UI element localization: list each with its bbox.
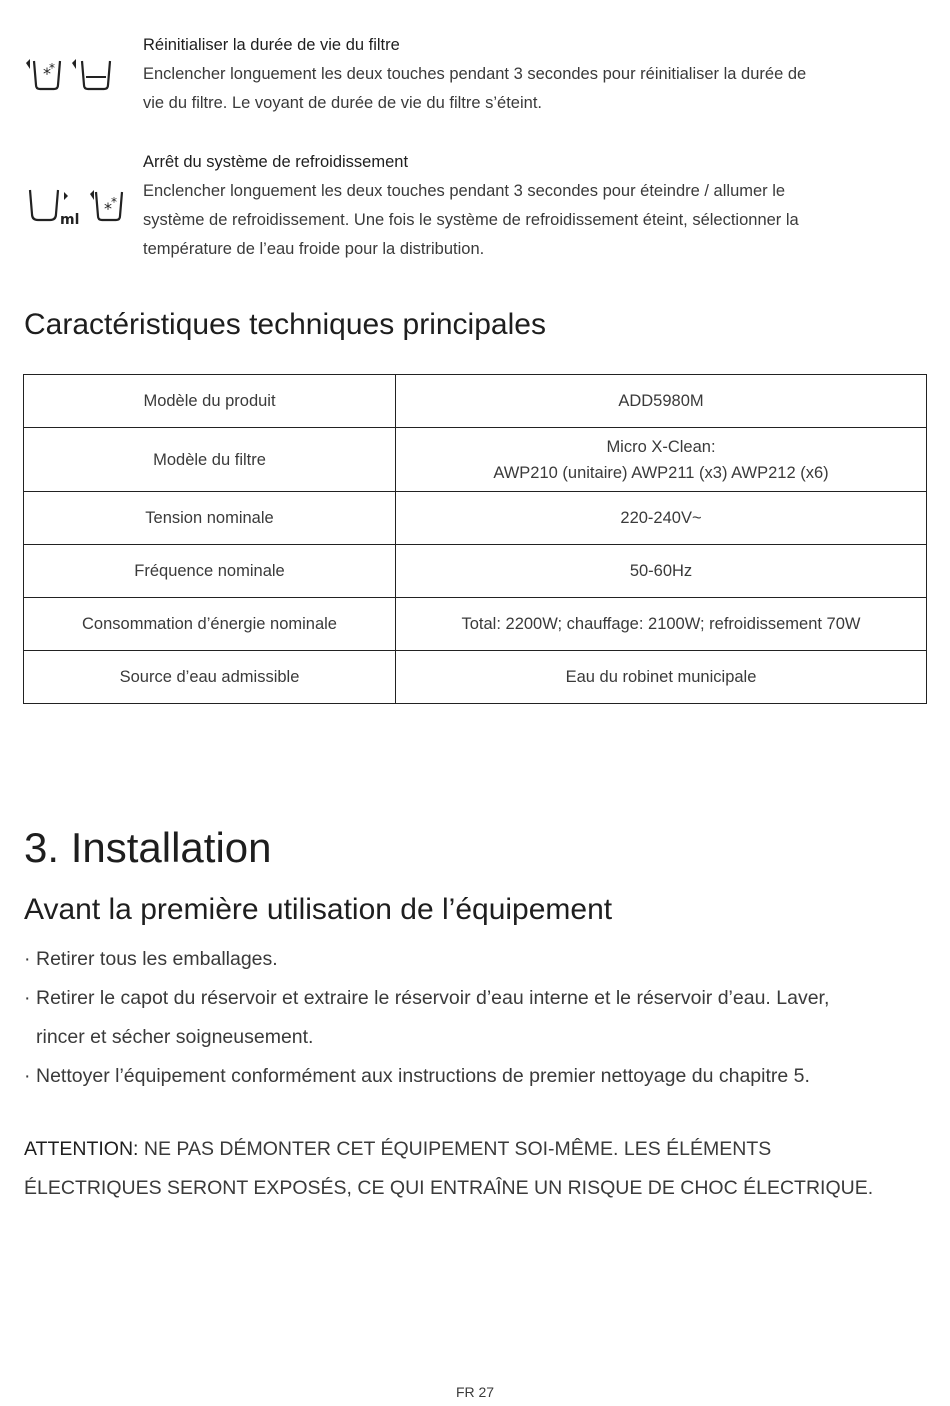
list-item [24,940,934,979]
text-line: système de refroidissement. Une fois le système de refroidissement éteint, sélectionner la [143,211,799,229]
list-item-text [36,979,829,1057]
table-row [24,545,927,598]
table-row [24,651,927,704]
specs-table [23,374,927,704]
list-item [24,1057,934,1096]
text-line: Enclencher longuement les deux touches pendant 3 secondes pour éteindre / allumer le [143,182,786,200]
spec-value: 220-240V~ [396,492,927,545]
warning-text: NE PAS DÉMONTER CET ÉQUIPEMENT SOI-MÊME. LES ÉLÉMENTS [138,1138,772,1160]
bullet-mark: · [24,948,31,970]
spec-value-line: AWP210 (unitaire) AWP211 (x3) AWP212 (x6) [493,463,829,482]
cooling-off-title: Arrêt du système de refroidissement [143,153,409,171]
bullet-mark: · [24,1065,31,1087]
spec-value [396,428,927,492]
installation-subheading: Avant la première utilisation de l’équipement [24,893,613,926]
warning-paragraph [24,1130,934,1208]
table-row [24,428,927,492]
svg-text:*: * [104,199,112,218]
cooling-off-icons [24,186,124,233]
specs-heading: Caractéristiques techniques principales [24,308,546,341]
cup-ml-and-cold-cup-icon [24,186,124,228]
installation-heading: 3. Installation [24,824,272,871]
spec-key: Fréquence nominale [24,545,396,598]
table-row [24,598,927,651]
spec-value: Eau du robinet municipale [396,651,927,704]
text-line: Enclencher longuement les deux touches pendant 3 secondes pour réinitialiser la durée de [143,65,807,83]
spec-value: Total: 2200W; chauffage: 2100W; refroidissement 70W [396,598,927,651]
spec-key: Modèle du filtre [24,428,396,492]
list-item-text: Retirer tous les emballages. [36,948,278,970]
spec-value: ADD5980M [396,375,927,428]
installation-bullet-list [24,940,934,1096]
text-line: Retirer le capot du réservoir et extraire le réservoir d’eau interne et le réservoir d’eau. Laver, [36,987,830,1009]
table-row [24,492,927,545]
table-row [24,375,927,428]
spec-value-line: Micro X-Clean: [606,437,716,456]
text-line: température de l’eau froide pour la distribution. [143,240,485,258]
cooling-off-description [143,177,943,264]
text-line: rincer et sécher soigneusement. [36,1026,314,1048]
spec-value: 50-60Hz [396,545,927,598]
cold-and-plain-cup-icon [24,55,116,95]
spec-key: Consommation d’énergie nominale [24,598,396,651]
text-line: vie du filtre. Le voyant de durée de vie du filtre s’éteint. [143,94,542,112]
page-number: FR 27 [455,1384,495,1400]
spec-key: Modèle du produit [24,375,396,428]
bullet-mark: · [24,987,31,1009]
svg-text:*: * [43,64,51,83]
spec-key: Tension nominale [24,492,396,545]
spec-key: Source d’eau admissible [24,651,396,704]
text-line: ÉLECTRIQUES SERONT EXPOSÉS, CE QUI ENTRAÎNE UN RISQUE DE CHOC ÉLECTRIQUE. [24,1177,874,1199]
svg-text:*: * [111,195,117,209]
list-item [24,979,934,1057]
filter-reset-title: Réinitialiser la durée de vie du filtre [143,36,400,54]
svg-text:*: * [49,61,55,75]
ml-label: ml [60,212,80,228]
filter-reset-icons [24,55,116,100]
filter-reset-description [143,60,943,118]
text-line [24,1130,934,1169]
warning-label: ATTENTION: [24,1138,139,1160]
list-item-text: Nettoyer l’équipement conformément aux instructions de premier nettoyage du chapitre 5. [36,1065,810,1087]
